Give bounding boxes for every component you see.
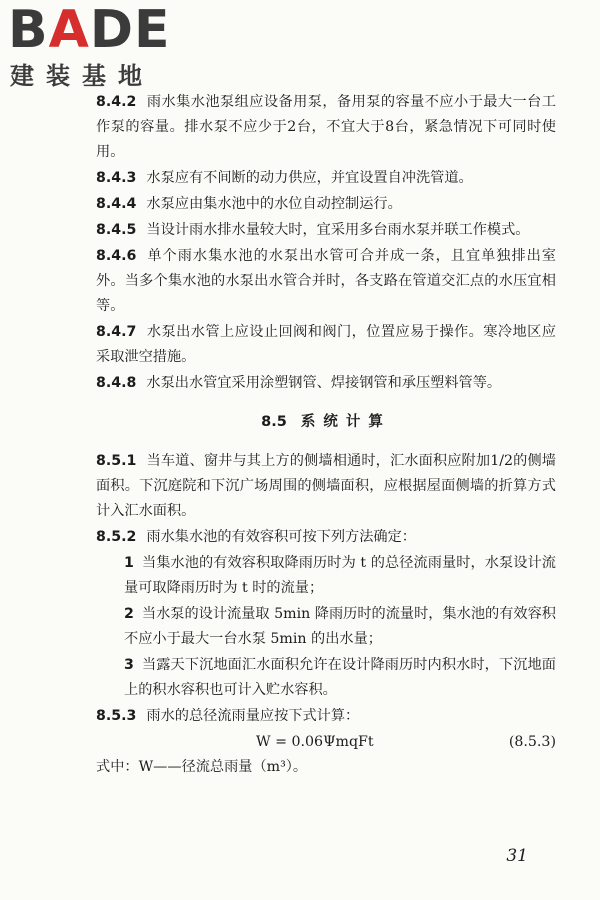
- formula-where: 式中：W——径流总雨量（m³）。: [96, 759, 308, 775]
- clause-8-4-4: 8.4.4 水泵应由集水池中的水位自动控制运行。: [96, 196, 402, 212]
- clause-8-4-5: 8.4.5 当设计雨水排水量较大时，宜采用多台雨水泵并联工作模式。: [96, 222, 530, 238]
- list-item: 1 当集水池的有效容积取降雨历时为 t 的总径流雨量时，水泵设计流量可取降雨历时为 t 时的流量；: [124, 555, 556, 596]
- list-item: 2 当水泵的设计流量取 5min 降雨历时的流量时，集水池的有效容积不应小于最大一台水泵 5min 的出水量；: [124, 606, 556, 647]
- bade-logo: [8, 0, 178, 92]
- document-body: [96, 90, 556, 781]
- list-item: 3 当露天下沉地面汇水面积允许在设计降雨历时内积水时，下沉地面上的积水容积也可计入贮水容积。: [124, 657, 556, 698]
- section-heading: 8.5 系统计算: [261, 414, 391, 430]
- clause-8-4-7: 8.4.7 水泵出水管上应设止回阀和阀门，位置应易于操作。寒冷地区应采取泄空措施。: [96, 324, 556, 365]
- logo-subtitle: 建装基地: [10, 62, 154, 90]
- formula-8-5-3: [96, 730, 556, 755]
- clause-8-4-2: 8.4.2 雨水集水池泵组应设备用泵，备用泵的容量不应小于最大一台工作泵的容量。排水泵不应少于2台，不宜大于8台，紧急情况下可同时使用。: [96, 94, 556, 160]
- page-number: 31: [506, 846, 528, 866]
- clause-8-4-3: 8.4.3 水泵应有不间断的动力供应，并宜设置自冲洗管道。: [96, 170, 473, 186]
- clause-8-5-2: 8.5.2 雨水集水池的有效容积可按下列方法确定：: [96, 529, 416, 545]
- logo-wordmark: BADE: [8, 0, 171, 60]
- clause-8-5-1: 8.5.1 当车道、窗井与其上方的侧墙相通时，汇水面积应附加1/2的侧墙面积。下沉庭院和下沉广场周围的侧墙面积，应根据屋面侧墙的折算方式计入汇水面积。: [96, 453, 556, 519]
- formula-tag: (8.5.3): [508, 734, 556, 750]
- clause-8-4-6: 8.4.6 单个雨水集水池的水泵出水管可合并成一条，且宜单独排出室外。当多个集水池的水泵出水管合并时，各支路在管道交汇点的水压宜相等。: [96, 248, 556, 314]
- formula-expression: W = 0.06ΨmqFt: [256, 734, 374, 750]
- clause-8-5-3: 8.5.3 雨水的总径流雨量应按下式计算：: [96, 708, 360, 724]
- clause-8-4-8: 8.4.8 水泵出水管宜采用涂塑钢管、焊接钢管和承压塑料管等。: [96, 375, 502, 391]
